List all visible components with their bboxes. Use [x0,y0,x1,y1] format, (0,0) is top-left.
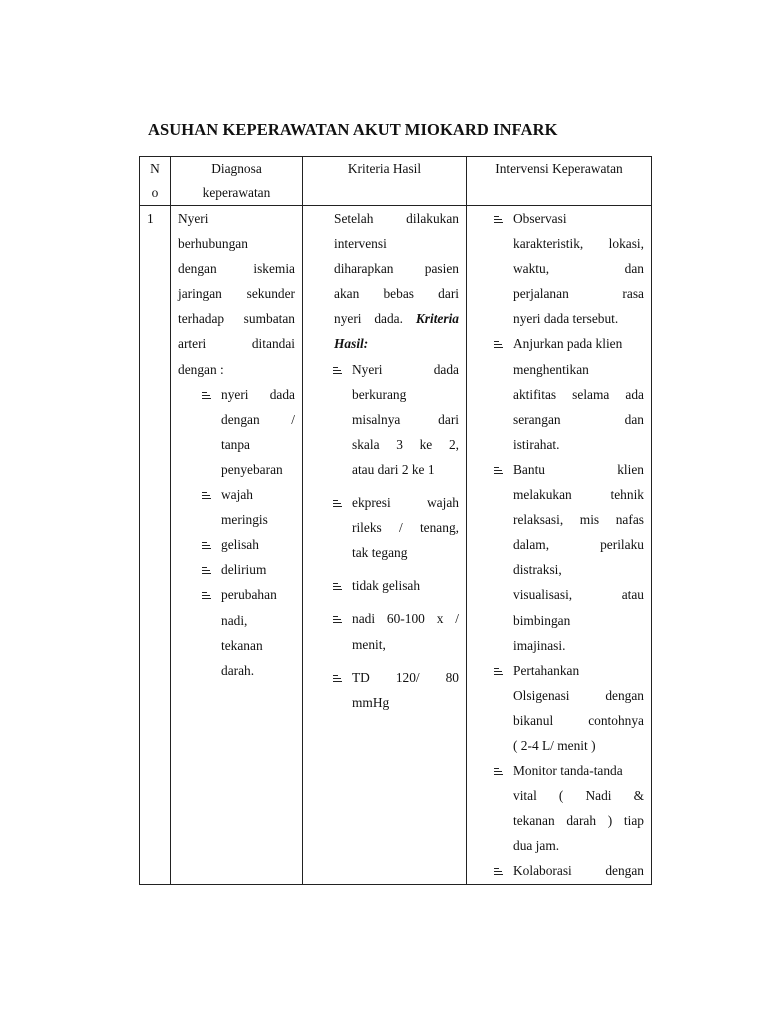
table-header-row [140,157,652,206]
list-item [352,665,459,715]
text-line: waktu, dan [513,261,644,277]
header-kriteria [303,157,467,206]
document-title: ASUHAN KEPERAWATAN AKUT MIOKARD INFARK [148,120,558,139]
text-line: Kolaborasi dengan [513,863,644,879]
bullet-icon [202,567,211,575]
list-item [352,490,459,565]
list-item [513,858,644,883]
bullet-icon [202,542,211,550]
text-line: nadi 60-100 x / [352,611,459,627]
text-line: mmHg [352,694,390,710]
text-line: relaksasi, mis nafas [513,512,644,528]
kriteria-outcome-list [352,357,459,715]
text-line: Monitor tanda-tanda [513,763,623,779]
kriteria-heading-cont: Hasil: [334,336,369,352]
bullet-icon [333,367,342,375]
bullet-icon [494,467,503,475]
text-line: perjalanan rasa [513,286,644,302]
bullet-icon [202,392,211,400]
text-line: tanpa [221,436,250,452]
text-line: perubahan [221,587,277,603]
text-line: berkurang [352,386,407,402]
list-item [513,658,644,758]
text-line: gelisah [221,537,259,553]
header-diagnosa-line2: keperawatan [202,185,271,200]
text-line: TD 120/ 80 [352,669,459,685]
bullet-icon [494,216,503,224]
text-line: nyeri dada tersebut. [513,311,619,327]
list-item [513,457,644,658]
bullet-icon [202,492,211,500]
text-line: melakukan tehnik [513,487,644,503]
text-line: akan bebas dari [334,286,459,302]
text-line: menit, [352,636,386,652]
text-line: menghentikan [513,361,589,377]
text-line: skala 3 ke 2, [352,436,459,452]
text-line: Pertahankan [513,662,580,678]
text-line: delirium [221,562,267,578]
cell-no [140,206,171,885]
header-no-line1: N [150,161,160,176]
text-line: dua jam. [513,838,560,854]
bullet-icon [333,675,342,683]
text-line: distraksi, [513,562,562,578]
list-item [221,382,295,482]
text-line: vital ( Nadi & [513,788,644,804]
text-line: penyebaran [221,461,283,477]
cell-intervensi [467,206,652,885]
text-line: dengan / [221,411,295,427]
text-line: Observasi [513,211,567,226]
text-line: tekanan darah ) tiap [513,813,644,829]
list-item [352,357,459,482]
list-item [352,573,459,598]
text-line: darah. [221,662,255,678]
cell-diagnosa [171,206,303,885]
intervensi-list [513,206,644,884]
text-line: tekanan [221,637,263,653]
list-item [221,582,295,682]
list-item [513,758,644,858]
header-intervensi-label: Intervensi Keperawatan [495,161,623,176]
text-line: karakteristik, lokasi, [513,236,644,252]
text-line: intervensi [334,236,387,252]
text-line: arteri ditandai [178,336,295,352]
bullet-icon [494,768,503,776]
header-no-line2: o [151,185,159,200]
text-line: tak tegang [352,545,408,561]
text-line: berhubungan [178,236,248,252]
text-line: wajah [221,487,253,503]
bullet-icon [494,341,503,349]
table-row [140,206,652,885]
list-item [221,557,295,582]
kriteria-intro [334,206,459,357]
text-line: dalam, perilaku [513,537,644,553]
row-number: 1 [147,211,154,226]
text-line [334,306,459,331]
text-line: meringis [221,512,268,528]
list-item [221,532,295,557]
text-span: nyeri dada. [334,311,403,327]
text-line: bikanul contohnya [513,712,644,728]
header-diagnosa [171,157,303,206]
text-line: tidak gelisah [352,578,421,594]
text-line: terhadap sumbatan [178,311,295,327]
text-line: rileks / tenang, [352,520,459,536]
bullet-icon [494,868,503,876]
text-line: Olsigenasi dengan [513,687,644,703]
text-line: Setelah dilakukan [334,211,459,226]
text-line: Anjurkan pada klien [513,336,623,352]
header-intervensi [467,157,652,206]
diagnosa-intro [178,206,295,382]
text-line: dengan iskemia [178,261,295,277]
bullet-icon [333,583,342,591]
text-line: Nyeri dada [352,361,459,377]
text-line: aktifitas selama ada [513,386,644,402]
bullet-icon [333,616,342,624]
nursing-care-table [139,156,652,885]
list-item [352,606,459,656]
text-line: istirahat. [513,436,560,452]
list-item [513,331,644,456]
text-line: ( 2-4 L/ menit ) [513,737,596,753]
text-line: misalnya dari [352,411,459,427]
header-kriteria-label: Kriteria Hasil [347,161,422,176]
text-line: atau dari 2 ke 1 [352,461,435,477]
bullet-icon [333,500,342,508]
text-line: visualisasi, atau [513,587,644,603]
bullet-icon [202,592,211,600]
text-line: serangan dan [513,411,644,427]
text-line: bimbingan [513,612,571,628]
text-line: Bantu klien [513,461,644,477]
text-line: ekpresi wajah [352,495,459,511]
header-no [140,157,171,206]
text-line: nyeri dada [221,386,295,402]
text-line: Nyeri [178,211,209,226]
header-diagnosa-line1: Diagnosa [211,161,262,176]
text-line: jaringan sekunder [178,286,295,302]
cell-kriteria [303,206,467,885]
text-line: nadi, [221,612,248,628]
text-line: diharapkan pasien [334,261,459,277]
list-item [221,482,295,532]
kriteria-heading: Kriteria [415,311,459,327]
bullet-icon [494,668,503,676]
diagnosa-symptom-list [221,382,295,683]
list-item [513,206,644,331]
text-line: imajinasi. [513,637,566,653]
text-line: dengan : [178,361,224,377]
